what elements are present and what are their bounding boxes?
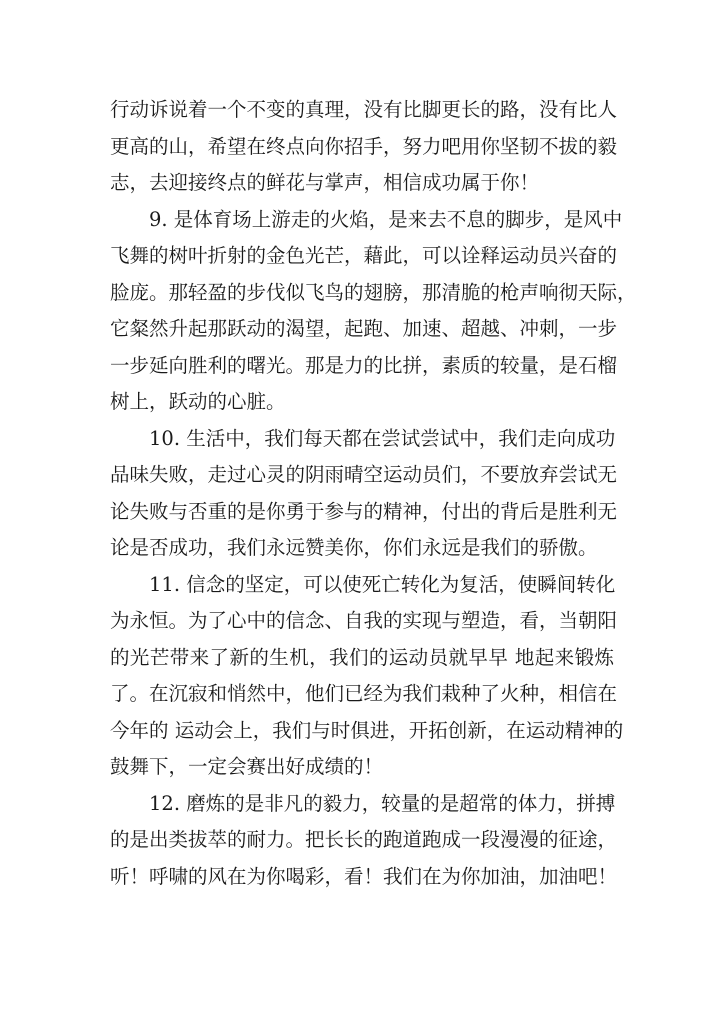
paragraph-9: [110, 202, 637, 421]
text-line: 品味失败，走过心灵的阴雨晴空运动员们，不要放弃尝试无: [110, 463, 618, 486]
text-line: 了。在沉寂和悄然中，他们已经为我们栽种了火种，相信在: [110, 682, 618, 705]
text-line: 12. 磨炼的是非凡的毅力，较量的是超常的体力，拼搏: [149, 791, 616, 815]
paragraph-11: [110, 567, 624, 786]
text-line: 志，去迎接终点的鲜花与掌声，相信成功属于你！: [110, 171, 540, 194]
text-line: 的光芒带来了新的生机，我们的运动员就早早 地起来锻炼: [110, 645, 614, 669]
text-line: 今年的 运动会上，我们与时俱进，开拓创新，在运动精神的: [110, 718, 624, 742]
paragraph-8-continuation: [110, 92, 618, 202]
text-line: 更高的山，希望在终点向你招手，努力吧用你坚韧不拔的毅: [110, 134, 618, 158]
text-line: 树上，跃动的心脏。: [110, 390, 286, 413]
paragraph-12: [110, 786, 618, 896]
text-line: 论失败与否重的是你勇于参与的精神，付出的背后是胜利无: [110, 499, 618, 523]
text-line: 它粲然升起那跃动的渴望，起跑、加速、超越、冲刺，一步: [110, 317, 618, 340]
text-line: 鼓舞下，一定会赛出好成绩的！: [110, 755, 384, 778]
text-line: 行动诉说着一个不变的真理，没有比脚更长的路，没有比人: [110, 98, 618, 121]
text-line: 为永恒。为了心中的信念、自我的实现与塑造，看，当朝阳: [110, 609, 618, 632]
text-line: 听！呼啸的风在为你喝彩，看！我们在为你加油，加油吧！: [110, 864, 618, 888]
text-line: 脸庞。那轻盈的步伐似飞鸟的翅膀，那清脆的枪声响彻天际，: [110, 280, 637, 304]
paragraph-10: [110, 421, 618, 567]
text-line: 一步延向胜利的曙光。那是力的比拼，素质的较量，是石榴: [110, 353, 618, 377]
text-line: 论是否成功，我们永远赞美你，你们永远是我们的骄傲。: [110, 536, 598, 559]
text-line: 11. 信念的坚定，可以使死亡转化为复活，使瞬间转化: [149, 572, 616, 596]
document-body: [110, 92, 637, 895]
text-line: 9. 是体育场上游走的火焰，是来去不息的脚步，是风中: [149, 207, 623, 231]
text-line: 的是出类拔萃的耐力。把长长的跑道跑成一段漫漫的征途，: [110, 828, 618, 851]
text-line: 飞舞的树叶折射的金色光芒，藉此，可以诠释运动员兴奋的: [110, 244, 618, 267]
text-line: 10. 生活中，我们每天都在尝试尝试中，我们走向成功: [149, 426, 616, 450]
